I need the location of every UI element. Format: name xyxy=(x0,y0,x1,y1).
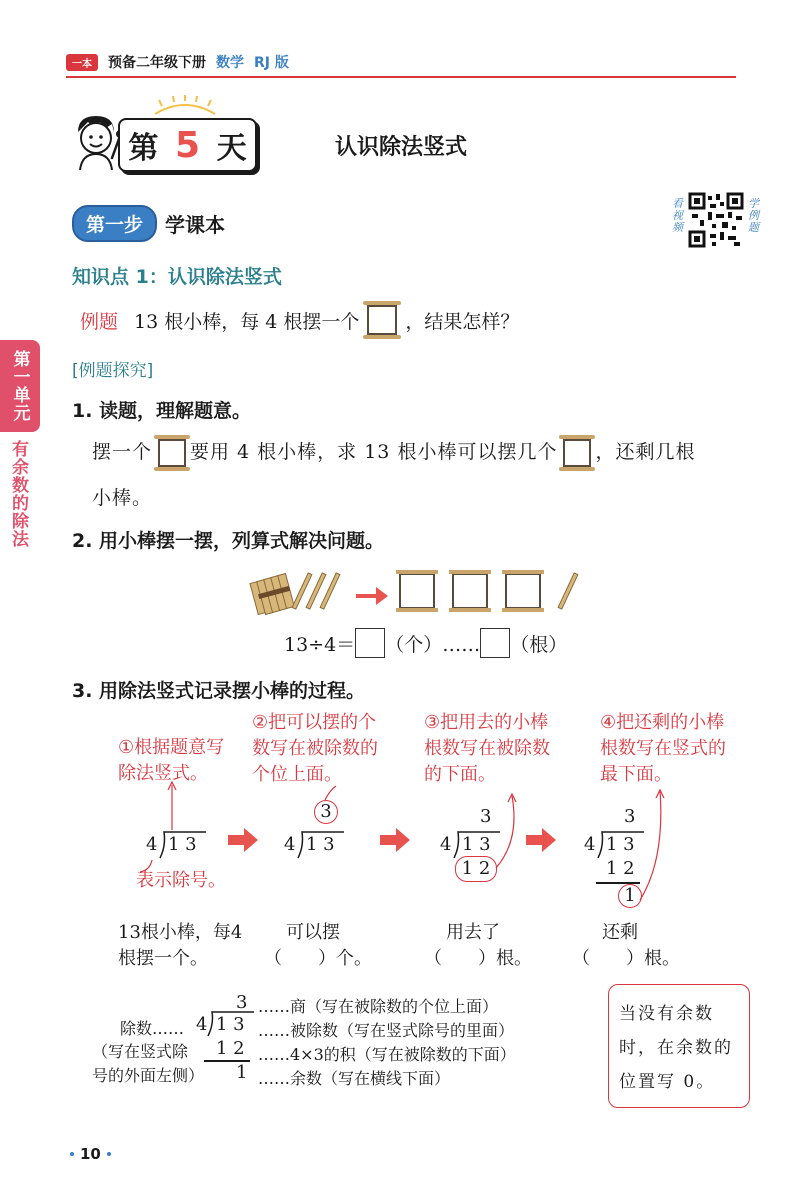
division-1 xyxy=(146,830,226,870)
edition-label: RJ 版 xyxy=(254,55,289,71)
step1-part1: 摆一个 xyxy=(92,441,153,463)
division-1-divisor: 4 xyxy=(146,834,158,855)
knowledge-point: 知识点 1：认识除法竖式 xyxy=(72,266,282,288)
division-3-quotient: 3 xyxy=(480,806,492,827)
division-4-remainder xyxy=(618,884,642,908)
fill-3-label: 用去了 xyxy=(446,922,500,943)
day-suffix: 天 xyxy=(216,131,247,166)
explain-remainder: 1 xyxy=(236,1062,248,1083)
tip-text: 当没有余数时，在余数的位置写 0。 xyxy=(619,1004,733,1092)
division-2-dividend: 1 3 xyxy=(306,834,335,855)
explain-remainder-text: ……余数（写在横线下面） xyxy=(258,1069,451,1088)
fill-1: 13根小棒，每4根摆一个。 xyxy=(118,922,243,969)
example-text-after: ，结果怎样？ xyxy=(405,310,520,333)
division-4-remainder-value: 1 xyxy=(624,885,636,906)
fill-3-blank[interactable]: （ ）根。 xyxy=(424,948,532,969)
page-number-value: 10 xyxy=(80,1145,101,1163)
equation-left: 13÷4＝ xyxy=(284,633,356,656)
example-text-before: 13 根小棒，每 4 根摆一个 xyxy=(134,310,360,333)
fill-4-label: 还剩 xyxy=(602,922,638,943)
division-4-rule xyxy=(596,882,640,884)
division-4-dividend: 1 3 xyxy=(606,834,635,855)
division-4-divisor: 4 xyxy=(584,834,596,855)
day-prefix: 第 xyxy=(128,131,159,166)
division-3-product-value: 1 2 xyxy=(461,858,491,879)
page-number xyxy=(70,1145,111,1163)
note-2: ②把可以摆的个数写在被除数的个位上面。 xyxy=(252,712,378,785)
step3-title: 3. 用除法竖式记录摆小棒的过程。 xyxy=(72,680,366,702)
grade-label: 预备二年级下册 xyxy=(108,55,206,71)
division-2 xyxy=(284,830,364,870)
explain-dividend: 1 3 xyxy=(216,1014,245,1035)
division-2-divisor: 4 xyxy=(284,834,296,855)
explain-quotient: 3 xyxy=(236,992,248,1013)
fill-4 xyxy=(572,920,680,972)
division-4-quotient: 3 xyxy=(624,806,636,827)
note-1: ①根据题意写除法竖式。 xyxy=(118,737,225,784)
step-title: 学课本 xyxy=(165,213,226,237)
qr-right-text: 学例题 xyxy=(748,197,759,234)
divisor-note: 表示除号。 xyxy=(136,870,226,891)
explain-division xyxy=(196,992,256,1092)
step1-part4: 小棒。 xyxy=(92,487,153,509)
subject-label: 数学 xyxy=(216,55,244,71)
explain-product-text: ……4×3的积（写在被除数的下面） xyxy=(258,1045,516,1064)
note-3: ③把用去的小棒根数写在被除数的下面。 xyxy=(424,712,550,785)
explain-product: 1 2 xyxy=(216,1038,245,1059)
tip-box xyxy=(608,984,750,1108)
division-1-dividend: 1 3 xyxy=(168,834,197,855)
step-badge-label: 第一步 xyxy=(72,205,157,242)
division-2-quotient xyxy=(314,800,338,824)
lesson-title: 认识除法竖式 xyxy=(335,135,468,160)
equation-unit1: （个）…… xyxy=(385,633,481,656)
qr-left-text: 看视频 xyxy=(672,197,683,234)
explain-divisor-note: （写在竖式除号的外面左侧） xyxy=(92,1042,205,1085)
example-label: 例题 xyxy=(80,310,119,333)
step1-part3: ，还剩几根 xyxy=(595,441,696,463)
note-4: ④把还剩的小棒根数写在竖式的最下面。 xyxy=(600,712,726,785)
explain-divisor-label: 除数…… xyxy=(120,1019,185,1038)
division-3-dividend: 1 3 xyxy=(462,834,491,855)
explore-label: [例题探究] xyxy=(72,361,154,381)
explain-dividend-text: ……被除数（写在竖式除号的里面） xyxy=(258,1021,515,1040)
division-3-divisor: 4 xyxy=(440,834,452,855)
division-2-quotient-value: 3 xyxy=(320,801,332,822)
division-4-product: 1 2 xyxy=(606,858,635,879)
step1-part2: 要用 4 根小棒，求 13 根小棒可以摆几个 xyxy=(190,441,558,463)
equation-unit2: （根） xyxy=(510,633,568,656)
explain-divisor: 4 xyxy=(196,1014,208,1035)
sidebar-unit-text: 第一单元 xyxy=(9,350,30,422)
explain-quotient-text: ……商（写在被除数的个位上面） xyxy=(258,997,499,1016)
division-3-product xyxy=(455,856,497,882)
fill-3 xyxy=(424,920,532,972)
step1-title: 1. 读题，理解题意。 xyxy=(72,400,252,422)
day-number: 5 xyxy=(174,124,201,166)
fill-2 xyxy=(264,920,372,972)
fill-2-blank[interactable]: （ ）个。 xyxy=(264,948,372,969)
sidebar-topic-text: 有余数的除法 xyxy=(8,440,28,548)
fill-2-label: 可以摆 xyxy=(286,922,340,943)
fill-4-blank[interactable]: （ ）根。 xyxy=(572,948,680,969)
brand-logo: 一本 xyxy=(66,54,98,71)
step2-title: 2. 用小棒摆一摆，列算式解决问题。 xyxy=(72,530,385,552)
